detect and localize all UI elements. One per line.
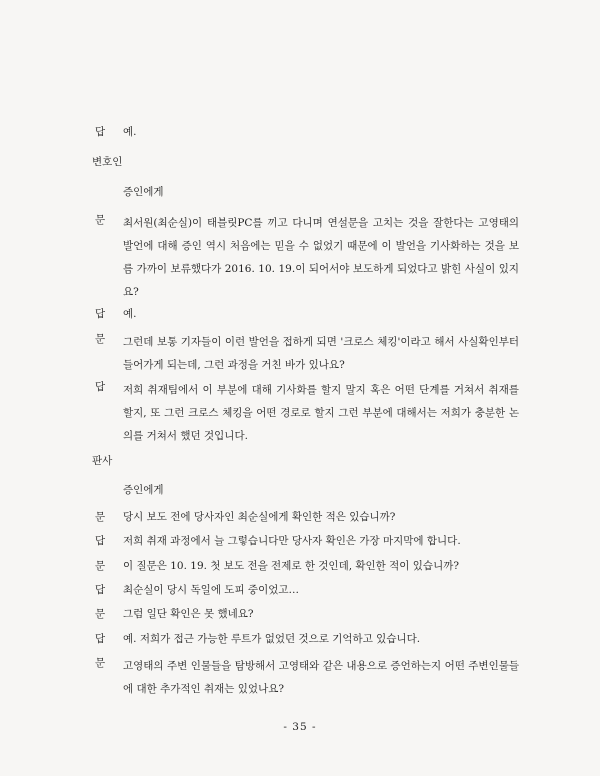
entry-text: 그럼 일단 확인은 못 했네요? [123, 608, 254, 620]
speaker-marker: 문 [95, 333, 106, 345]
speaker-marker: 답 [95, 535, 106, 547]
speaker-marker: 답 [95, 308, 106, 320]
speaker-marker: 문 [95, 214, 106, 226]
speaker-marker: 답 [95, 126, 106, 138]
speaker-label: 변호인 [92, 156, 123, 168]
entry-text: 그런데 보통 기자들이 이런 발언을 접하게 되면 '크로스 체킹'이라고 해서 사실확인부터 들어가게 되는데, 그런 과정을 거친 바가 있나요? [123, 336, 519, 371]
speaker-marker: 답 [95, 584, 106, 596]
entry-text: 당시 보도 전에 당사자인 최순실에게 확인한 적은 있습니까? [123, 511, 396, 523]
entry-text: 저희 취재팀에서 이 부분에 대해 기사화를 할지 말지 혹은 어떤 단계를 거쳐서 취재를 할지, 또 그런 크로스 체킹을 어떤 경로로 할지 그런 부분에 대해서는 저희가 충분한 논의를 거쳐서 했던 것입니다. [123, 384, 519, 442]
entry-text: 최서원(최순실)이 태블릿PC를 끼고 다니며 연설문을 고치는 것을 잘한다는 고영태의 발언에 대해 증인 역시 처음에는 믿을 수 없었기 때문에 이 발언을 기사화하는 것을 보름 가까이 보류했다가 2016. 10. 19.이 되어서야 보도하게 되었다고 밝힌 사실이 있지요? [123, 217, 519, 298]
speaker-marker: 문 [95, 657, 106, 669]
addressee-text: 증인에게 [123, 186, 164, 198]
entry-text: 저희 취재 과정에서 늘 그렇습니다만 당사자 확인은 가장 마지막에 합니다. [123, 535, 461, 547]
entry-text: 예. 저희가 접근 가능한 루트가 없었던 것으로 기억하고 있습니다. [123, 633, 421, 645]
speaker-marker: 답 [95, 633, 106, 645]
speaker-marker: 문 [95, 511, 106, 523]
speaker-label: 판사 [92, 455, 113, 467]
speaker-marker: 문 [95, 608, 106, 620]
addressee-text: 증인에게 [123, 484, 164, 496]
entry-text: 최순실이 당시 독일에 도피 중이었고… [123, 584, 299, 596]
entry-text: 예. [123, 126, 137, 138]
entry-text: 고영태의 주변 인물들을 탐방해서 고영태와 같은 내용으로 증언하는지 어떤 주변인물들에 대한 추가적인 취재는 있었나요? [123, 660, 519, 695]
speaker-marker: 문 [95, 560, 106, 572]
entry-text: 예. [123, 308, 137, 320]
speaker-marker: 답 [95, 381, 106, 393]
entry-text: 이 질문은 10. 19. 첫 보도 전을 전제로 한 것인데, 확인한 적이 있습니까? [123, 560, 459, 572]
page-number: - 35 - [283, 721, 317, 733]
